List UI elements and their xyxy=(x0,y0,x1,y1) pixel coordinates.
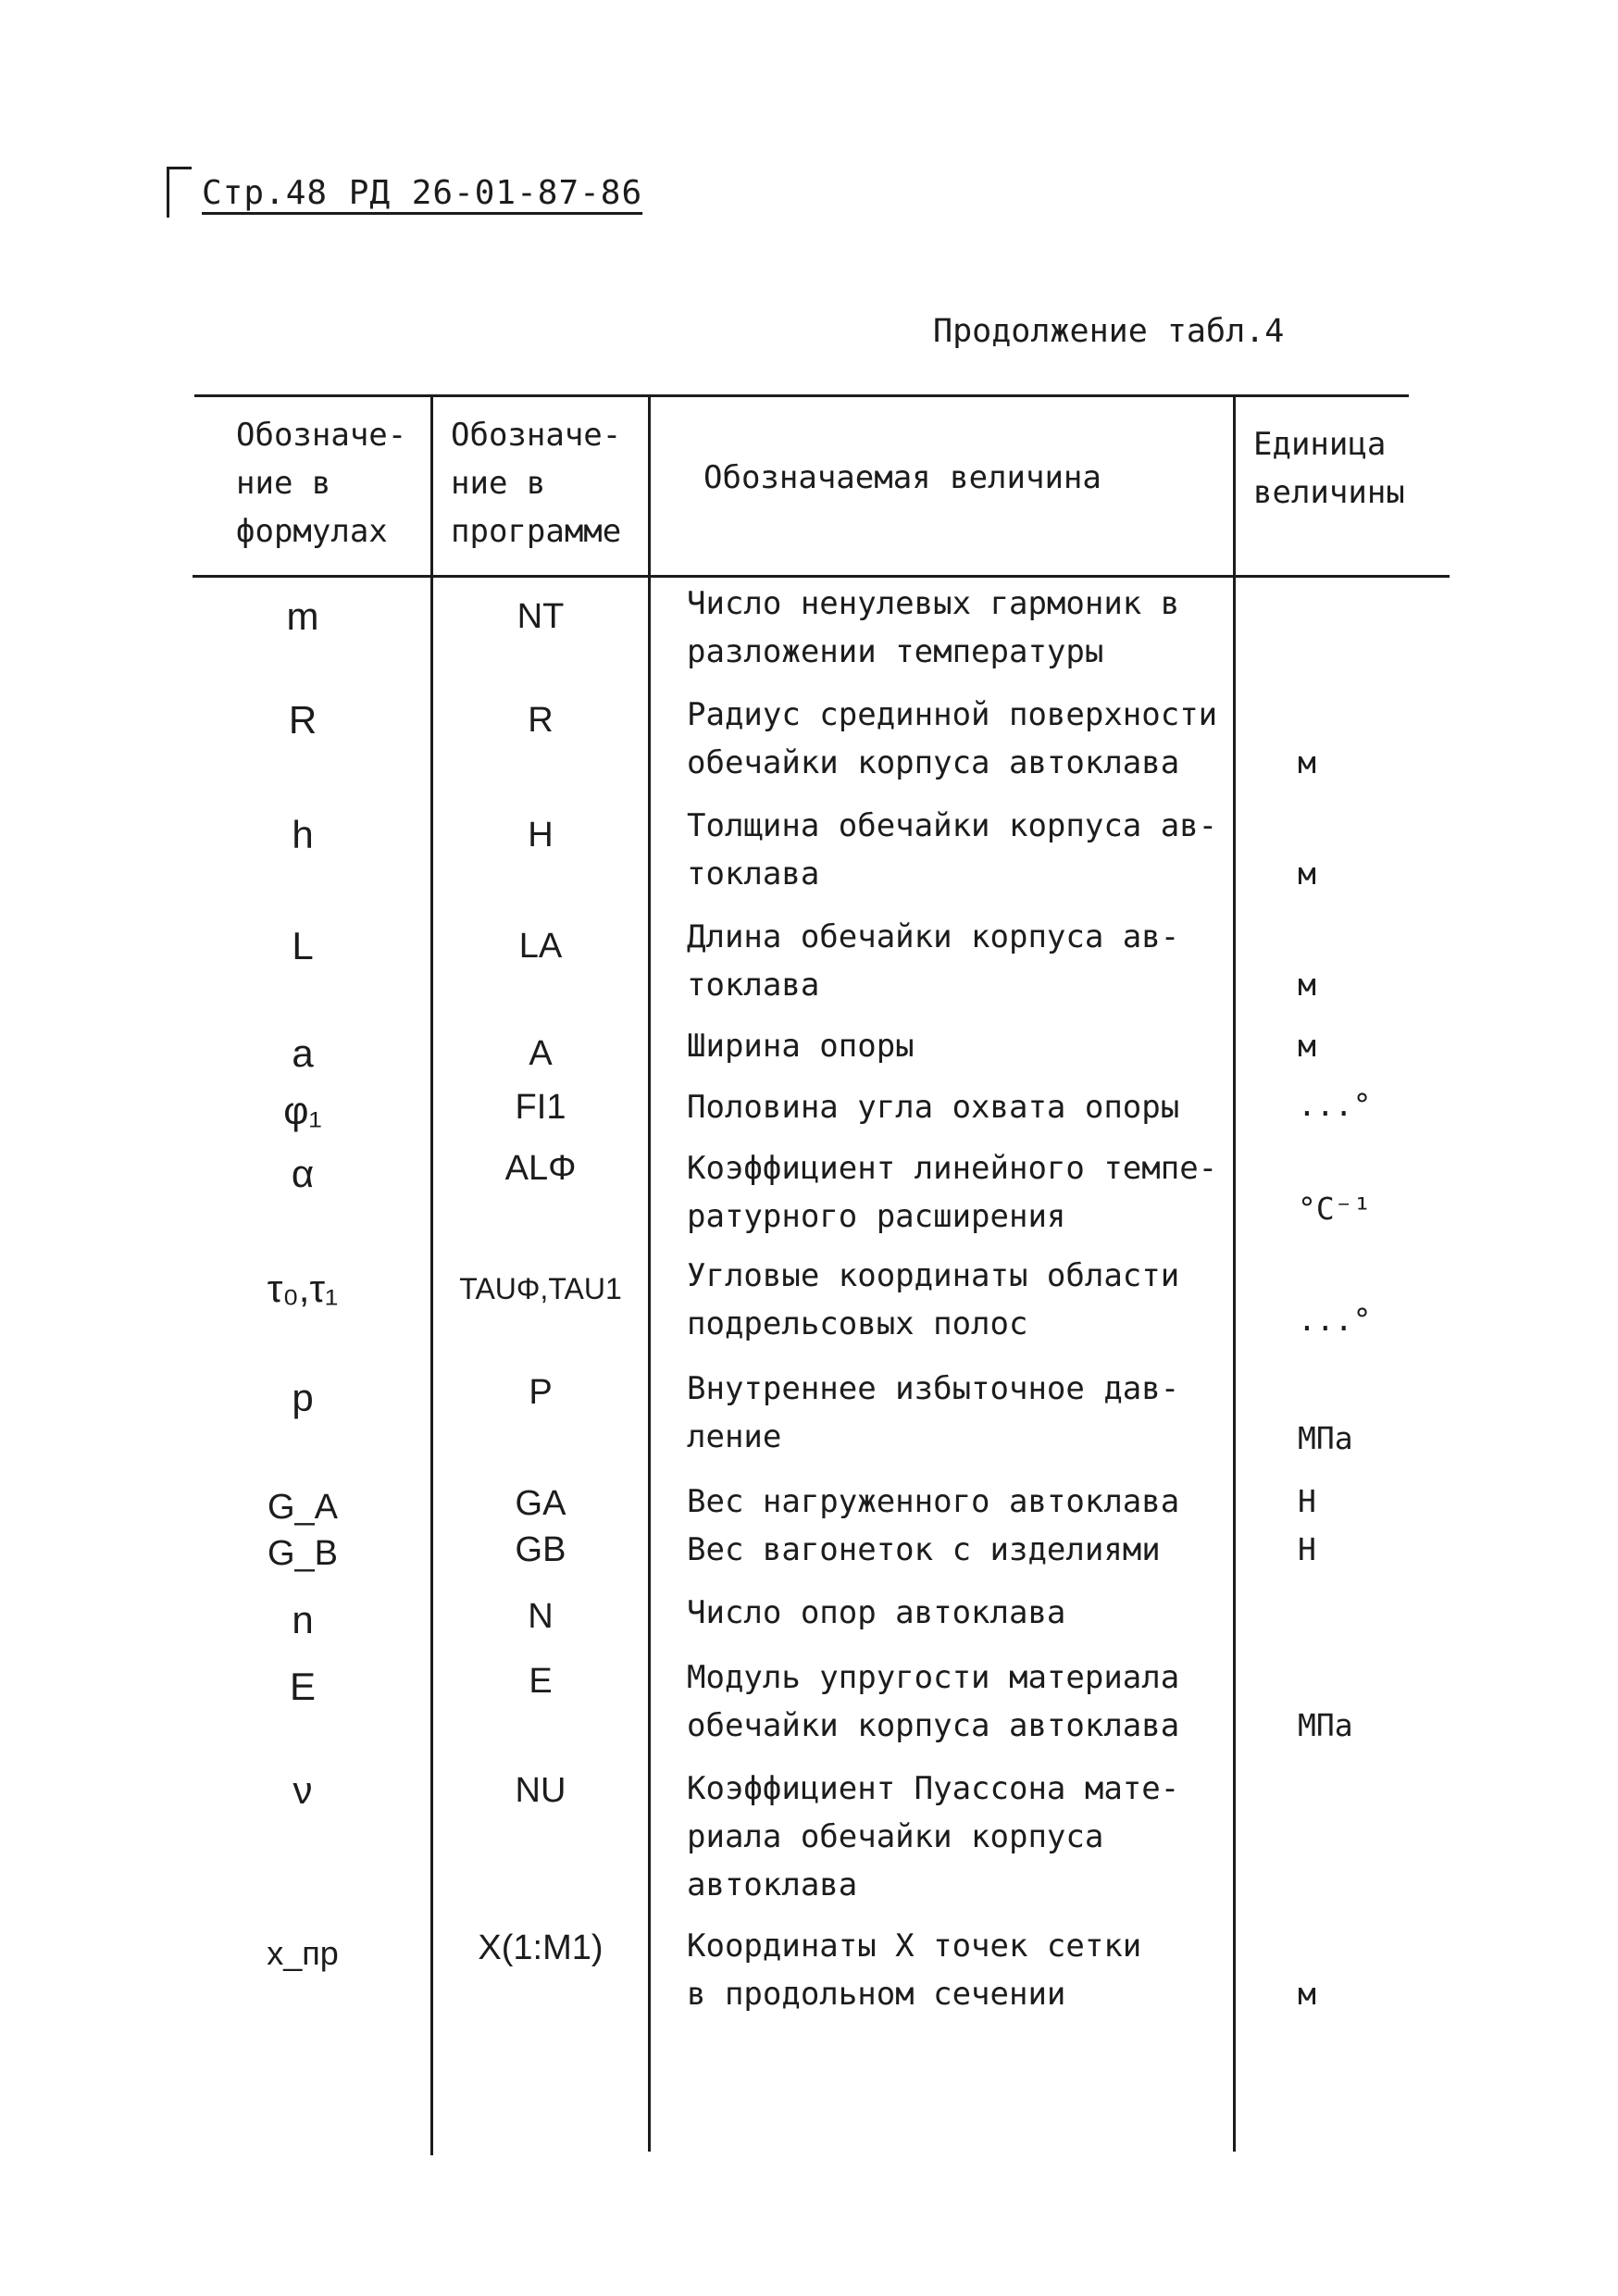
table-top-rule xyxy=(194,394,1409,397)
unit: м xyxy=(1298,855,1316,892)
corner-mark xyxy=(167,167,192,218)
program-symbol: FI1 xyxy=(515,1088,566,1127)
program-symbol: X(1:M1) xyxy=(478,1928,604,1967)
formula-symbol: G_B xyxy=(267,1534,339,1573)
quantity-description: Коэффициент линейного темпе- ратурного расширения xyxy=(687,1150,1218,1235)
program-symbol: E xyxy=(529,1662,553,1701)
quantity-description: Половина угла охвата опоры xyxy=(687,1089,1180,1126)
unit: Н xyxy=(1298,1531,1316,1567)
program-symbol: H xyxy=(528,816,554,855)
unit: м xyxy=(1298,1976,1316,2012)
formula-symbol: ν xyxy=(292,1768,313,1812)
unit: ...° xyxy=(1298,1087,1372,1123)
column-header-program: Обозначе- ние в программе xyxy=(451,417,622,550)
program-symbol: LA xyxy=(518,927,563,966)
formula-symbol: m xyxy=(286,594,319,638)
program-symbol: P xyxy=(529,1373,553,1412)
column-header-unit: Единица величины xyxy=(1253,426,1405,511)
formula-symbol: G_A xyxy=(267,1488,339,1527)
program-symbol: R xyxy=(528,701,554,740)
unit: МПа xyxy=(1298,1420,1353,1456)
quantity-description: Внутреннее избыточное дав- ление xyxy=(687,1370,1180,1455)
program-symbol: ALΦ xyxy=(504,1149,577,1188)
quantity-description: Модуль упругости материала обечайки корпуса автоклава xyxy=(687,1659,1180,1744)
quantity-description: Вес нагруженного автоклава xyxy=(687,1483,1180,1520)
header-bottom-rule xyxy=(193,575,1450,578)
formula-symbol: p xyxy=(292,1376,314,1419)
quantity-description: Ширина опоры xyxy=(687,1028,915,1065)
unit: МПа xyxy=(1298,1707,1353,1743)
program-symbol: GB xyxy=(515,1530,566,1569)
unit: ...° xyxy=(1298,1302,1372,1338)
formula-symbol: n xyxy=(292,1598,314,1641)
program-symbol: NU xyxy=(515,1771,566,1810)
quantity-description: Число ненулевых гармоник в разложении температуры xyxy=(687,585,1180,670)
quantity-description: Вес вагонеток с изделиями xyxy=(687,1531,1161,1568)
formula-symbol: α xyxy=(291,1152,315,1195)
quantity-description: Угловые координаты области подрельсовых полос xyxy=(687,1257,1180,1342)
quantity-description: Толщина обечайки корпуса ав- токлава xyxy=(687,807,1218,892)
program-symbol: GA xyxy=(515,1484,566,1523)
formula-symbol: τ₀,τ₁ xyxy=(267,1267,339,1310)
page-header: Стр.48 РД 26-01-87-86 xyxy=(202,174,643,212)
quantity-description: Коэффициент Пуассона мате- риала обечайки корпуса автоклава xyxy=(687,1770,1180,1903)
unit: м xyxy=(1298,744,1316,780)
formula-symbol: φ₁ xyxy=(283,1089,322,1132)
formula-symbol: R xyxy=(288,698,317,742)
unit: Н xyxy=(1298,1483,1316,1519)
program-symbol: TAUΦ,TAU1 xyxy=(459,1272,622,1305)
quantity-description: Длина обечайки корпуса ав- токлава xyxy=(687,918,1180,1004)
column-header-formula: Обозначе- ние в формулах xyxy=(236,417,407,550)
formula-symbol: L xyxy=(292,924,314,967)
program-symbol: N xyxy=(528,1597,554,1636)
formula-symbol: h xyxy=(292,813,314,856)
program-symbol: NT xyxy=(517,597,565,636)
unit: м xyxy=(1298,967,1316,1003)
program-symbol: A xyxy=(529,1034,553,1073)
unit: °C⁻¹ xyxy=(1298,1191,1372,1227)
quantity-description: Число опор автоклава xyxy=(687,1594,1066,1631)
formula-symbol: x_пр xyxy=(267,1934,339,1972)
quantity-description: Координаты X точек сетки в продольном сечении xyxy=(687,1928,1142,2013)
column-header-quantity: Обозначаемая величина xyxy=(703,459,1101,496)
unit: м xyxy=(1298,1028,1316,1064)
table-caption: Продолжение табл.4 xyxy=(933,313,1285,350)
formula-symbol: a xyxy=(292,1031,314,1075)
quantity-description: Радиус срединной поверхности обечайки корпуса автоклава xyxy=(687,696,1218,781)
formula-symbol: E xyxy=(289,1665,316,1708)
